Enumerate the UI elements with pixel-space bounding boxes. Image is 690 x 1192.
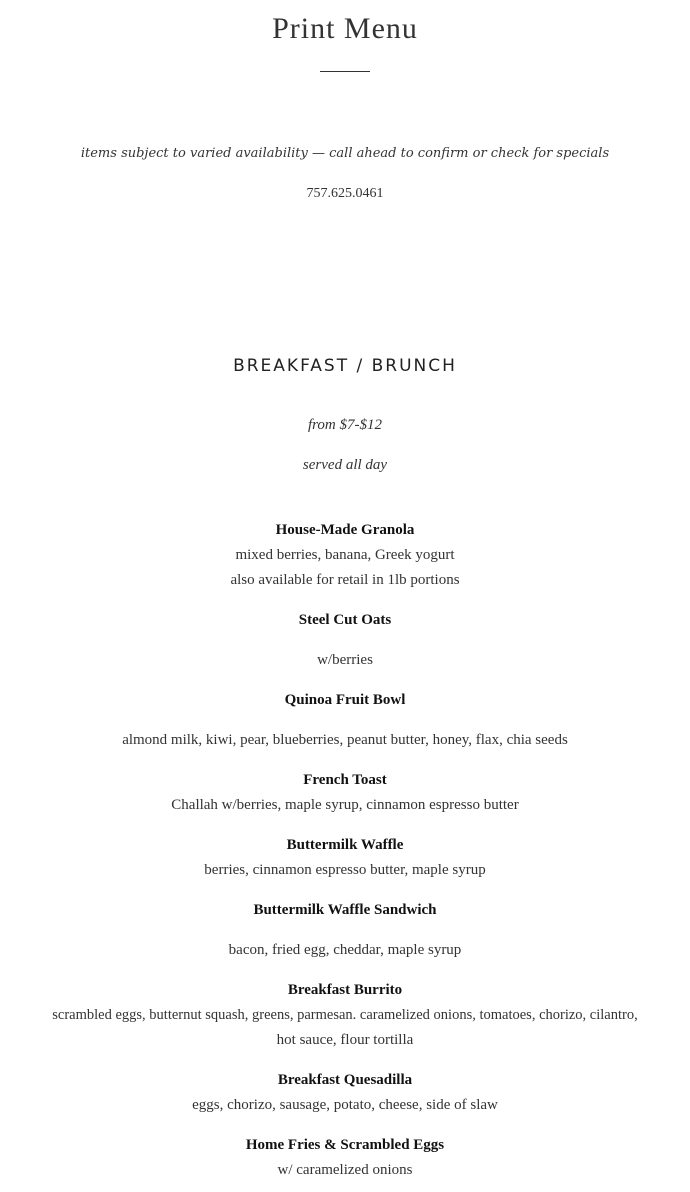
menu-item-name: House-Made Granola xyxy=(275,522,415,538)
menu-item-name: Breakfast Quesadilla xyxy=(277,1072,413,1088)
menu-item-name: French Toast xyxy=(303,772,387,788)
phone-number[interactable]: 757.625.0461 xyxy=(306,186,384,201)
menu-item-name: Buttermilk Waffle xyxy=(286,837,404,853)
menu-item-name: Home Fries & Scrambled Eggs xyxy=(245,1137,445,1153)
menu-item-desc: bacon, fried egg, cheddar, maple syrup xyxy=(228,942,462,958)
menu-item-name: Quinoa Fruit Bowl xyxy=(284,692,406,708)
price-range: from $7-$12 xyxy=(307,417,383,433)
menu-item-desc: eggs, chorizo, sausage, potato, cheese, side of slaw xyxy=(192,1097,498,1113)
menu-item-name: Breakfast Burrito xyxy=(287,982,403,998)
menu-item-name: Buttermilk Waffle Sandwich xyxy=(253,902,437,918)
menu-item-desc: mixed berries, banana, Greek yogurt xyxy=(235,547,455,563)
section-title: BREAKFAST / BRUNCH xyxy=(233,356,457,376)
menu-item-desc: scrambled eggs, butternut squash, greens, parmesan. caramelized onions, tomatoes, chorizo, cilantro, xyxy=(52,1007,638,1023)
menu-item-desc: w/berries xyxy=(317,652,373,668)
menu-item-desc: berries, cinnamon espresso butter, maple syrup xyxy=(204,862,486,878)
page-title: Print Menu xyxy=(272,12,418,45)
menu-item-desc: w/ caramelized onions xyxy=(277,1162,413,1178)
menu-item-desc: also available for retail in 1lb portions xyxy=(230,572,460,588)
availability-notice: items subject to varied availability — call ahead to confirm or check for specials xyxy=(80,146,610,161)
menu-item-desc: almond milk, kiwi, pear, blueberries, peanut butter, honey, flax, chia seeds xyxy=(122,732,568,748)
title-divider xyxy=(320,71,370,72)
menu-item-desc: Challah w/berries, maple syrup, cinnamon espresso butter xyxy=(171,797,519,813)
menu-item-name: Steel Cut Oats xyxy=(298,612,392,628)
served-note: served all day xyxy=(302,457,388,473)
menu-item-desc: hot sauce, flour tortilla xyxy=(276,1032,414,1048)
